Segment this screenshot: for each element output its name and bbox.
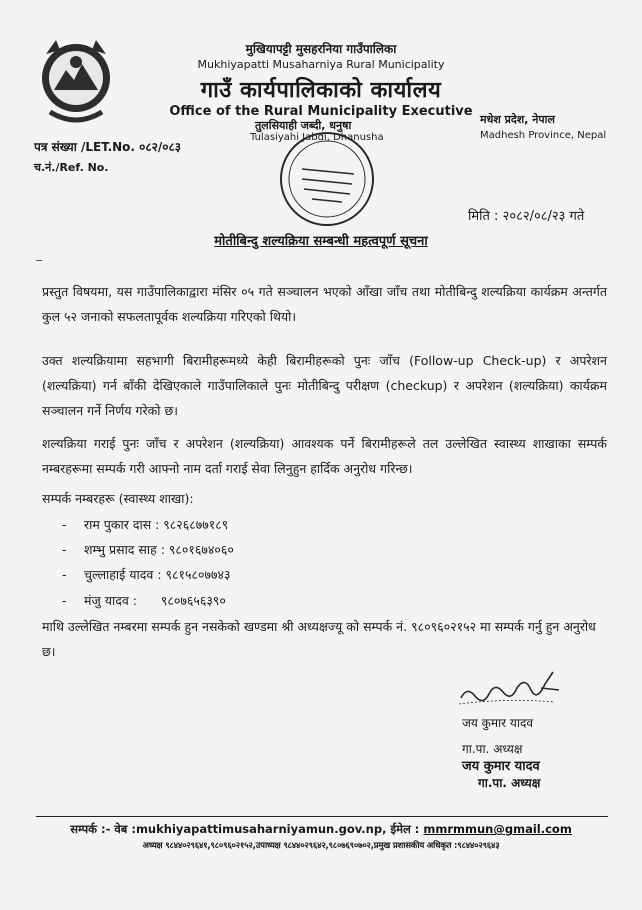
municipality-name-nepali: मुखियापट्टी मुसहरनिया गाउँपालिका [245, 42, 397, 56]
municipality-name-english: Mukhiyapatti Musaharniya Rural Municipality [197, 58, 445, 71]
footer-divider [36, 816, 608, 817]
location-english: Tulasiyahi Jabdi, Dhanusha [250, 132, 384, 143]
contact-item [62, 566, 231, 583]
contact-item [62, 541, 234, 558]
letter-number: पत्र संख्या /LET.No. ०८२/०८३ [34, 140, 181, 154]
subject-line [0, 231, 642, 249]
list-dash: - [62, 517, 67, 532]
contact-text: राम पुकार दास : ९८२६८७७१८९ [84, 517, 229, 532]
body-paragraph-1: प्रस्तुत विषयमा, यस गाउँपालिकाद्वारा मंसिर ०५ गते सञ्चालन भएको आँखा जाँच तथा मोतीबिन्दु शल्यक्रिया कार्यक्रम अन्तर्गत कुल ५२ जनाको सफलतापूर्वक शल्यक्रिया गरिएको थियो। [42, 284, 607, 324]
signature-icon [455, 668, 565, 710]
body-paragraph-2: उक्त शल्यक्रियामा सहभागी बिरामीहरूमध्ये केही बिरामीहरूको पुनः जाँच (Follow-up Check-up) र अपरेशन (शल्यक्रिया) गर्न बाँकी देखिएकाले गाउँपालिकाले पुनः मोतीबिन्दु परीक्षण (checkup) र अपरेशन (शल्यक्रिया) कार्यक्रम सञ्चालन गर्ने निर्णय गरेको छ। [42, 353, 607, 418]
margin-mark [36, 260, 42, 261]
contact-item [62, 516, 228, 533]
list-dash: - [62, 593, 67, 608]
footer-contact-prefix: सम्पर्क :- वेब : [70, 822, 136, 836]
contact-text: शम्भु प्रसाद साह : ९८०१६७४०६० [84, 542, 234, 557]
list-dash: - [62, 567, 67, 582]
office-title-nepali: गाउँ कार्यपालिकाको कार्यालय [200, 78, 442, 103]
office-title-english: Office of the Rural Municipality Executive [169, 104, 473, 119]
footer-email-link[interactable]: mmrmmun@gmail.com [423, 822, 572, 836]
signatory-name-handwritten: जय कुमार यादव [462, 716, 534, 730]
subject-text: मोतीबिन्दु शल्यक्रिया सम्बन्धी महत्वपूर्ण सूचना [214, 234, 428, 249]
closing-paragraph: माथि उल्लेखित नम्बरमा सम्पर्क हुन नसकेको खण्डमा श्री अध्यक्षज्यू को सम्पर्क नं. ९८०९६०२१५२ मा सम्पर्क गर्नु हुन अनुरोध छ। [42, 619, 596, 659]
contact-text: चुल्लाहाई यादव : ९८१५८०७७४३ [84, 567, 231, 582]
province-english: Madhesh Province, Nepal [480, 130, 607, 141]
signatory-title-stamp: गा.पा. अध्यक्ष [478, 776, 541, 790]
footer-phone-line: अध्यक्ष ९८४४०२९६४१,९८०९६०२१५२,उपाध्यक्ष ९८४४०२९६४२,९८०७६९०७०२,प्रमुख प्रशासकीय अधिकृत :९८४४०२९६४३ [142, 841, 500, 851]
office-stamp-icon [272, 124, 382, 234]
contacts-heading: सम्पर्क नम्बरहरू (स्वास्थ्य शाखा): [42, 491, 194, 506]
reference-number: च.नं./Ref. No. [34, 161, 109, 174]
contact-text: मंजु यादव : ९८०७६५६३९० [84, 593, 226, 608]
signatory-title-handwritten: गा.पा. अध्यक्ष [462, 742, 523, 756]
signatory-name-stamp: जय कुमार यादव [462, 759, 540, 774]
footer-email-prefix: , ईमेल : [382, 822, 424, 836]
letter-date: मिति : २०८२/०८/२३ गते [468, 209, 585, 224]
province-nepali: मधेश प्रदेश, नेपाल [480, 113, 555, 126]
footer-contact-line [0, 822, 642, 837]
list-dash: - [62, 542, 67, 557]
footer-website-link[interactable]: mukhiyapattimusaharniyamun.gov.np [135, 822, 383, 836]
contact-item [62, 592, 226, 609]
body-paragraph-3: शल्यक्रिया गराई पुनः जाँच र अपरेशन (शल्यक्रिया) आवश्यक पर्ने बिरामीहरूले तल उल्लेखित स्वास्थ्य शाखाका सम्पर्क नम्बरहरूमा सम्पर्क गरी आफ्नो नाम दर्ता गराई सेवा लिनुहुन हार्दिक अनुरोध गरिन्छ। [42, 436, 607, 476]
location-nepali: तुलसियाही जब्दी, धनुषा [255, 119, 352, 132]
